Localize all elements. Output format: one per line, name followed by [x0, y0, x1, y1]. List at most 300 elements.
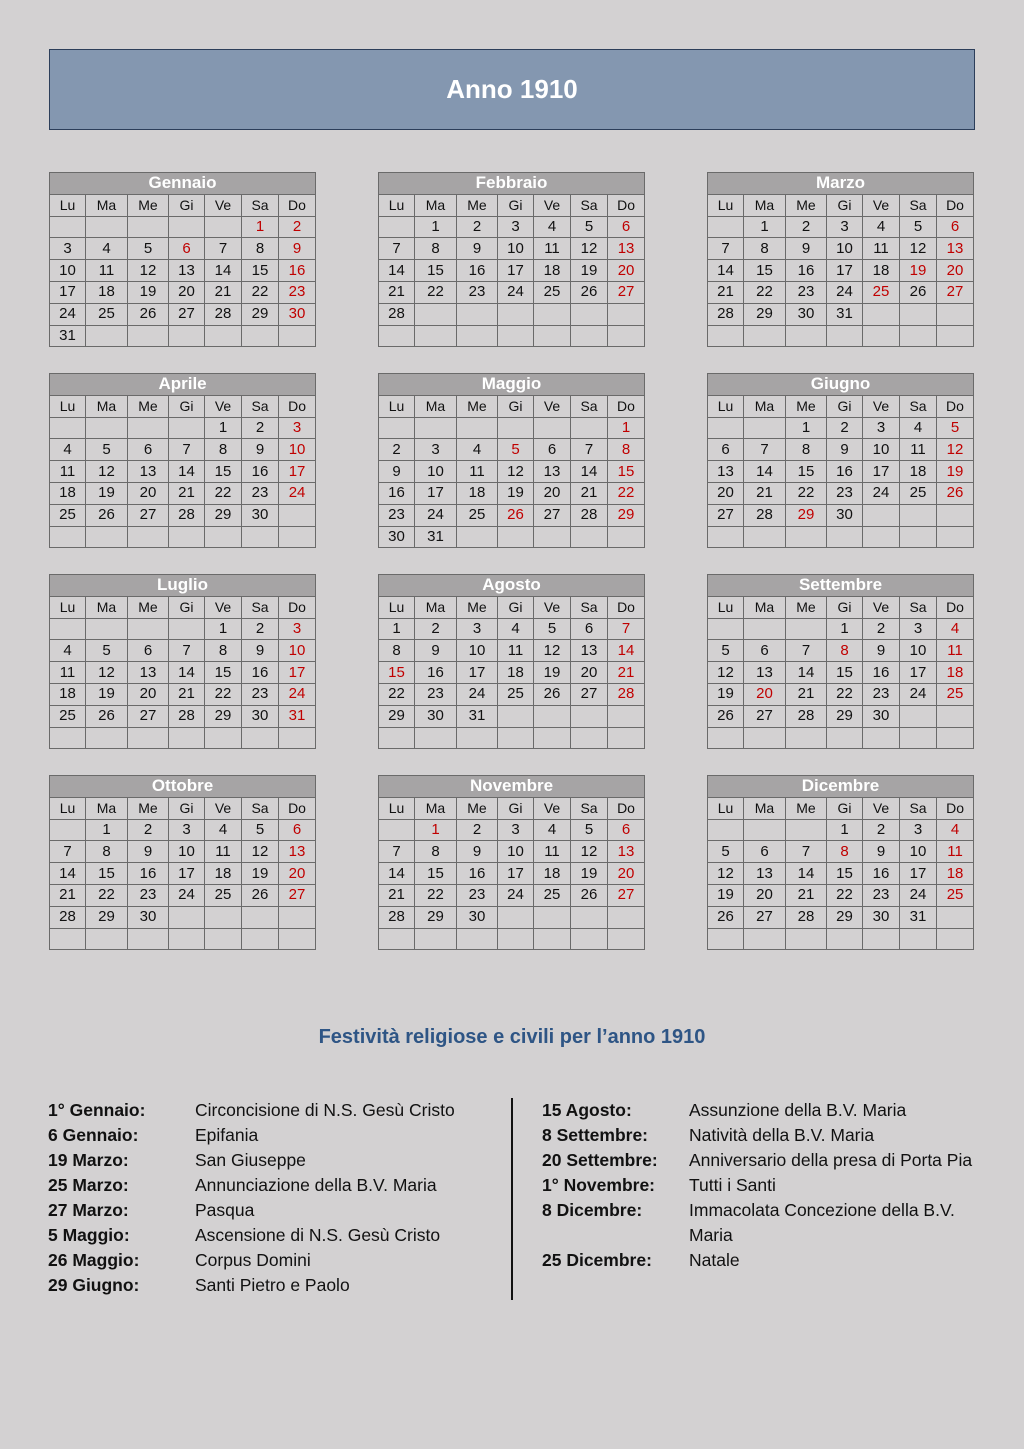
week-row	[379, 683, 645, 705]
weekday-header: Ve	[863, 395, 900, 417]
day-cell	[50, 727, 86, 749]
week-row	[50, 662, 316, 684]
day-cell	[708, 819, 744, 841]
day-cell	[786, 526, 827, 548]
weekday-header: Lu	[708, 596, 744, 618]
day-cell: 25	[900, 482, 937, 504]
day-cell	[415, 325, 457, 347]
weekday-header: Gi	[827, 596, 863, 618]
day-cell: 18	[50, 482, 86, 504]
day-cell	[937, 705, 974, 727]
day-cell: 29	[205, 705, 242, 727]
day-cell: 13	[708, 461, 744, 483]
weekday-header: Sa	[571, 395, 608, 417]
week-row	[50, 238, 316, 260]
week-row	[379, 884, 645, 906]
day-cell: 15	[827, 662, 863, 684]
weekday-header: Lu	[50, 797, 86, 819]
day-cell: 28	[708, 303, 744, 325]
weekday-header: Me	[457, 194, 498, 216]
day-cell: 14	[571, 461, 608, 483]
weekday-header: Do	[608, 395, 645, 417]
day-cell	[534, 325, 571, 347]
day-cell: 1	[205, 417, 242, 439]
day-cell: 31	[457, 705, 498, 727]
day-cell: 14	[50, 863, 86, 885]
day-cell	[571, 417, 608, 439]
day-cell: 11	[863, 238, 900, 260]
day-cell: 21	[205, 281, 242, 303]
day-cell: 15	[744, 260, 786, 282]
day-cell	[50, 417, 86, 439]
day-cell: 9	[786, 238, 827, 260]
week-row	[379, 705, 645, 727]
weekday-header: Gi	[498, 596, 534, 618]
day-cell: 19	[128, 281, 169, 303]
day-cell: 26	[86, 504, 128, 526]
day-cell	[169, 216, 205, 238]
day-cell: 15	[786, 461, 827, 483]
day-cell	[608, 928, 645, 950]
week-row	[708, 461, 974, 483]
day-cell	[827, 928, 863, 950]
day-cell: 25	[86, 303, 128, 325]
day-cell: 5	[708, 841, 744, 863]
day-cell: 27	[608, 281, 645, 303]
day-cell: 17	[415, 482, 457, 504]
day-cell	[86, 618, 128, 640]
week-row	[50, 884, 316, 906]
day-cell	[863, 526, 900, 548]
day-cell	[205, 928, 242, 950]
month-name: Febbraio	[379, 173, 645, 195]
day-cell	[50, 216, 86, 238]
weekday-header: Me	[786, 395, 827, 417]
day-cell	[279, 504, 316, 526]
day-cell: 16	[242, 461, 279, 483]
day-cell	[279, 325, 316, 347]
day-cell: 9	[415, 640, 457, 662]
week-row	[708, 906, 974, 928]
month-name: Ottobre	[50, 776, 316, 798]
week-row	[708, 928, 974, 950]
holiday-name: Immacolata Concezione della B.V. Maria	[689, 1200, 955, 1245]
day-cell: 11	[937, 640, 974, 662]
day-cell: 4	[50, 439, 86, 461]
day-cell: 24	[900, 683, 937, 705]
weekday-header: Ma	[415, 395, 457, 417]
week-row	[708, 439, 974, 461]
week-row	[379, 662, 645, 684]
day-cell: 8	[205, 640, 242, 662]
weekday-header: Do	[608, 797, 645, 819]
day-cell: 11	[498, 640, 534, 662]
day-cell: 1	[86, 819, 128, 841]
weekday-header: Gi	[169, 395, 205, 417]
holiday-name: Circoncisione di N.S. Gesù Cristo	[195, 1100, 455, 1120]
day-cell: 2	[863, 618, 900, 640]
day-cell: 29	[827, 705, 863, 727]
week-row	[379, 928, 645, 950]
day-cell: 20	[744, 683, 786, 705]
day-cell: 15	[608, 461, 645, 483]
day-cell: 28	[50, 906, 86, 928]
day-cell: 16	[457, 863, 498, 885]
day-cell: 9	[379, 461, 415, 483]
day-cell: 5	[571, 216, 608, 238]
day-cell	[827, 325, 863, 347]
weekday-header: Lu	[379, 194, 415, 216]
day-cell: 19	[708, 884, 744, 906]
day-cell	[708, 526, 744, 548]
day-cell: 19	[937, 461, 974, 483]
day-cell: 19	[571, 863, 608, 885]
day-cell: 29	[786, 504, 827, 526]
day-cell: 21	[786, 683, 827, 705]
holiday-date: 25 Marzo:	[48, 1175, 129, 1195]
day-cell	[169, 417, 205, 439]
day-cell: 29	[379, 705, 415, 727]
week-row	[379, 281, 645, 303]
day-cell: 20	[937, 260, 974, 282]
week-row	[708, 683, 974, 705]
day-cell: 3	[900, 819, 937, 841]
day-cell: 20	[279, 863, 316, 885]
day-cell: 25	[205, 884, 242, 906]
weekday-header: Lu	[708, 395, 744, 417]
day-cell: 23	[242, 683, 279, 705]
day-cell: 28	[608, 683, 645, 705]
holiday-entry	[542, 1173, 982, 1198]
day-cell: 26	[534, 683, 571, 705]
day-cell: 27	[534, 504, 571, 526]
week-row	[50, 683, 316, 705]
month-name: Marzo	[708, 173, 974, 195]
day-cell: 8	[827, 640, 863, 662]
weekday-header: Gi	[827, 395, 863, 417]
day-cell: 14	[786, 662, 827, 684]
day-cell	[900, 325, 937, 347]
day-cell	[498, 417, 534, 439]
day-cell	[457, 928, 498, 950]
holidays-title: Festività religiose e civili per l’anno 1910	[318, 1026, 706, 1048]
day-cell: 22	[86, 884, 128, 906]
day-cell: 25	[937, 683, 974, 705]
day-cell: 18	[937, 863, 974, 885]
week-row	[379, 238, 645, 260]
day-cell: 4	[900, 417, 937, 439]
weekday-header: Me	[128, 596, 169, 618]
week-row	[708, 504, 974, 526]
week-row	[708, 863, 974, 885]
day-cell: 18	[205, 863, 242, 885]
month-calendar	[49, 775, 316, 950]
day-cell: 13	[128, 662, 169, 684]
weekday-header: Ve	[863, 596, 900, 618]
weekday-header: Ve	[205, 596, 242, 618]
day-cell: 10	[457, 640, 498, 662]
day-cell: 3	[169, 819, 205, 841]
day-cell: 24	[279, 683, 316, 705]
day-cell: 4	[457, 439, 498, 461]
week-row	[379, 727, 645, 749]
day-cell	[937, 325, 974, 347]
day-cell: 21	[379, 281, 415, 303]
day-cell: 18	[863, 260, 900, 282]
day-cell: 7	[786, 640, 827, 662]
week-row	[50, 281, 316, 303]
day-cell	[50, 618, 86, 640]
day-cell: 14	[169, 662, 205, 684]
day-cell	[744, 618, 786, 640]
weekday-header: Sa	[242, 395, 279, 417]
day-cell: 14	[205, 260, 242, 282]
weekday-header: Me	[457, 596, 498, 618]
day-cell: 17	[900, 863, 937, 885]
weekday-header: Sa	[900, 797, 937, 819]
holiday-entry	[48, 1098, 488, 1123]
day-cell: 5	[242, 819, 279, 841]
day-cell: 18	[534, 863, 571, 885]
weekday-header: Gi	[498, 395, 534, 417]
day-cell: 6	[128, 640, 169, 662]
day-cell: 24	[900, 884, 937, 906]
day-cell: 1	[827, 618, 863, 640]
day-cell: 7	[708, 238, 744, 260]
day-cell	[937, 928, 974, 950]
day-cell: 13	[279, 841, 316, 863]
day-cell	[608, 727, 645, 749]
week-row	[379, 526, 645, 548]
day-cell: 13	[744, 863, 786, 885]
weekday-header: Sa	[900, 395, 937, 417]
day-cell: 9	[128, 841, 169, 863]
day-cell: 2	[863, 819, 900, 841]
day-cell	[827, 526, 863, 548]
day-cell: 7	[744, 439, 786, 461]
day-cell: 12	[534, 640, 571, 662]
day-cell	[86, 928, 128, 950]
week-row	[50, 819, 316, 841]
day-cell: 4	[534, 216, 571, 238]
week-row	[379, 216, 645, 238]
day-cell: 1	[242, 216, 279, 238]
day-cell: 27	[128, 504, 169, 526]
day-cell: 3	[457, 618, 498, 640]
week-row	[50, 439, 316, 461]
month-calendar	[49, 373, 316, 548]
weekday-header: Me	[457, 797, 498, 819]
weekday-header: Ma	[86, 797, 128, 819]
day-cell: 6	[279, 819, 316, 841]
week-row	[708, 526, 974, 548]
week-row	[708, 705, 974, 727]
day-cell: 6	[571, 618, 608, 640]
day-cell	[279, 526, 316, 548]
week-row	[379, 906, 645, 928]
weekday-header: Ma	[86, 395, 128, 417]
weekday-header: Gi	[827, 797, 863, 819]
day-cell: 9	[863, 841, 900, 863]
day-cell	[86, 325, 128, 347]
day-cell: 21	[169, 482, 205, 504]
day-cell: 15	[86, 863, 128, 885]
holiday-entry	[542, 1123, 982, 1148]
day-cell: 1	[415, 819, 457, 841]
day-cell: 8	[205, 439, 242, 461]
day-cell: 9	[242, 439, 279, 461]
day-cell	[169, 325, 205, 347]
day-cell: 28	[571, 504, 608, 526]
day-cell	[608, 325, 645, 347]
day-cell	[900, 928, 937, 950]
day-cell: 5	[86, 439, 128, 461]
day-cell	[786, 727, 827, 749]
holiday-name: Anniversario della presa di Porta Pia	[689, 1150, 973, 1170]
holiday-date: 26 Maggio:	[48, 1250, 140, 1270]
day-cell: 22	[827, 884, 863, 906]
day-cell: 5	[937, 417, 974, 439]
day-cell	[900, 504, 937, 526]
weekday-header: Sa	[242, 596, 279, 618]
holiday-entry	[542, 1248, 982, 1273]
day-cell: 24	[498, 281, 534, 303]
week-row	[379, 260, 645, 282]
day-cell: 24	[169, 884, 205, 906]
week-row	[379, 303, 645, 325]
day-cell: 18	[50, 683, 86, 705]
day-cell: 31	[415, 526, 457, 548]
day-cell: 6	[128, 439, 169, 461]
day-cell: 26	[571, 884, 608, 906]
day-cell: 25	[534, 281, 571, 303]
day-cell: 27	[279, 884, 316, 906]
month-name: Maggio	[379, 374, 645, 396]
holiday-entry	[48, 1173, 488, 1198]
day-cell	[242, 906, 279, 928]
day-cell	[379, 727, 415, 749]
weekday-header: Me	[786, 194, 827, 216]
day-cell	[571, 928, 608, 950]
day-cell: 23	[415, 683, 457, 705]
day-cell: 28	[169, 504, 205, 526]
day-cell: 5	[900, 216, 937, 238]
day-cell	[169, 526, 205, 548]
day-cell	[379, 325, 415, 347]
day-cell	[457, 526, 498, 548]
day-cell: 11	[205, 841, 242, 863]
weekday-header: Ve	[534, 194, 571, 216]
week-row	[379, 325, 645, 347]
weekday-header: Me	[128, 194, 169, 216]
week-row	[50, 526, 316, 548]
holiday-date: 1° Gennaio:	[48, 1100, 146, 1120]
day-cell: 14	[744, 461, 786, 483]
day-cell: 24	[415, 504, 457, 526]
day-cell: 17	[279, 461, 316, 483]
week-row	[708, 640, 974, 662]
day-cell: 27	[708, 504, 744, 526]
day-cell: 10	[279, 439, 316, 461]
day-cell: 22	[205, 683, 242, 705]
day-cell: 19	[86, 482, 128, 504]
day-cell: 19	[498, 482, 534, 504]
month-calendar	[707, 373, 974, 548]
weekday-header: Ma	[415, 596, 457, 618]
day-cell: 6	[534, 439, 571, 461]
weekday-header: Lu	[379, 596, 415, 618]
day-cell: 11	[457, 461, 498, 483]
day-cell: 16	[242, 662, 279, 684]
day-cell: 19	[900, 260, 937, 282]
day-cell: 30	[827, 504, 863, 526]
day-cell: 12	[242, 841, 279, 863]
day-cell	[786, 928, 827, 950]
week-row	[50, 482, 316, 504]
day-cell: 25	[457, 504, 498, 526]
day-cell	[900, 705, 937, 727]
weekday-header: Sa	[571, 596, 608, 618]
day-cell: 4	[86, 238, 128, 260]
day-cell	[786, 819, 827, 841]
day-cell: 4	[534, 819, 571, 841]
day-cell: 8	[415, 238, 457, 260]
day-cell: 2	[242, 417, 279, 439]
day-cell: 7	[169, 439, 205, 461]
week-row	[379, 618, 645, 640]
weekday-header: Lu	[50, 194, 86, 216]
holiday-entry	[48, 1223, 488, 1248]
day-cell: 1	[379, 618, 415, 640]
day-cell: 16	[863, 662, 900, 684]
day-cell	[708, 618, 744, 640]
day-cell	[242, 526, 279, 548]
holiday-date: 8 Dicembre:	[542, 1200, 643, 1220]
weekday-header: Sa	[571, 797, 608, 819]
day-cell: 6	[708, 439, 744, 461]
day-cell: 8	[242, 238, 279, 260]
weekday-header: Sa	[242, 194, 279, 216]
day-cell: 12	[498, 461, 534, 483]
weekday-header: Lu	[708, 194, 744, 216]
day-cell	[128, 526, 169, 548]
day-cell: 29	[744, 303, 786, 325]
day-cell	[571, 325, 608, 347]
day-cell: 11	[937, 841, 974, 863]
day-cell: 30	[242, 705, 279, 727]
day-cell: 25	[937, 884, 974, 906]
day-cell	[415, 727, 457, 749]
day-cell	[169, 618, 205, 640]
weekday-header: Ve	[863, 194, 900, 216]
day-cell	[379, 819, 415, 841]
day-cell: 7	[571, 439, 608, 461]
day-cell: 2	[786, 216, 827, 238]
week-row	[379, 439, 645, 461]
week-row	[708, 841, 974, 863]
day-cell: 8	[786, 439, 827, 461]
day-cell	[571, 526, 608, 548]
holiday-name: Natività della B.V. Maria	[689, 1125, 875, 1145]
month-calendar	[49, 172, 316, 347]
day-cell	[86, 216, 128, 238]
day-cell	[863, 325, 900, 347]
day-cell	[937, 526, 974, 548]
holiday-entry	[48, 1198, 488, 1223]
day-cell: 24	[279, 482, 316, 504]
day-cell	[50, 526, 86, 548]
week-row	[50, 461, 316, 483]
